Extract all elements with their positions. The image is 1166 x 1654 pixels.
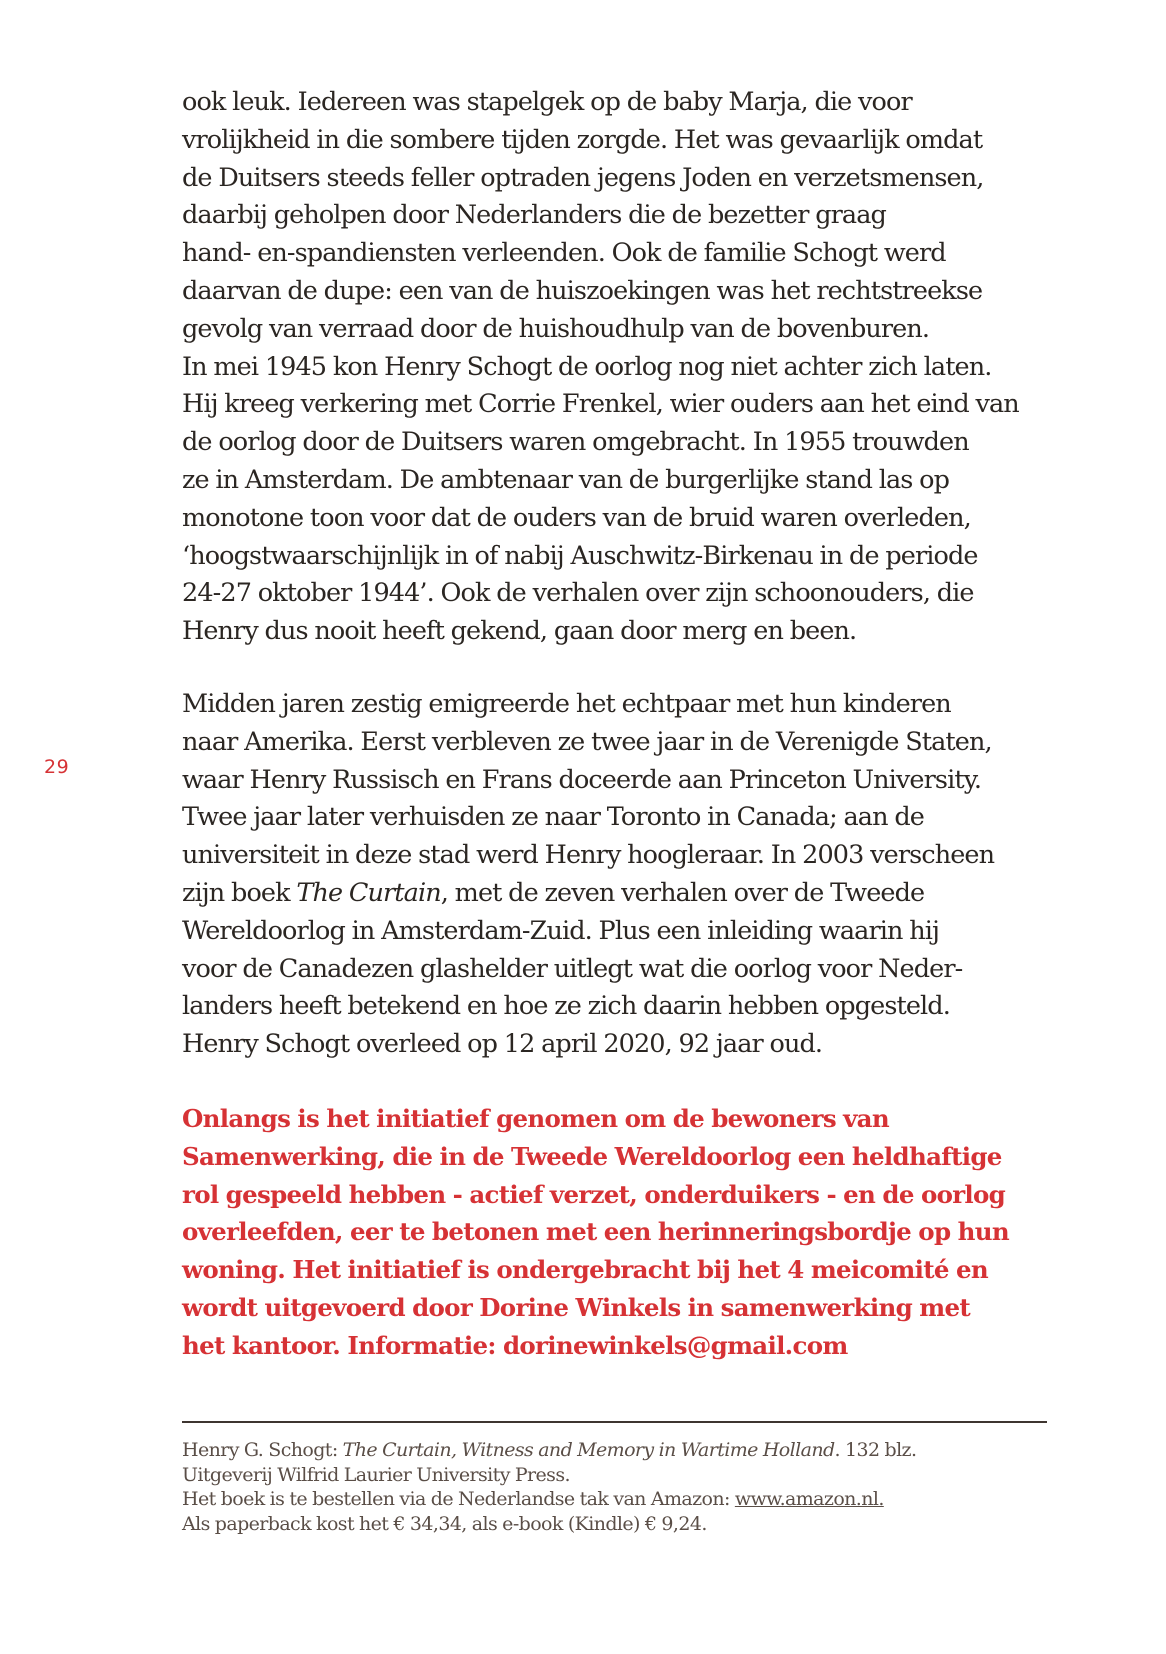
text-fragment: zijn boek [182,877,297,908]
text-line: naar Amerika. Eerst verbleven ze twee jaar in de Verenigde Staten, [182,726,992,757]
footnote-citation [182,1438,1062,1463]
text-line: de oorlog door de Duitsers waren omgebracht. In 1955 trouwden [182,427,969,458]
callout-line: woning. Het initiatief is ondergebracht bij het 4 meicomité en [182,1255,988,1285]
text-line: ook leuk. Iedereen was stapelgek op de baby Marja, die voor [182,87,912,117]
amazon-link[interactable]: www.amazon.nl. [734,1488,884,1511]
footnote-publisher: Uitgeverij Wilfrid Laurier University Press. [182,1463,570,1486]
footnote-pages: . 132 blz. [834,1439,917,1461]
book-title: The Curtain [296,877,441,908]
paragraph-2 [182,686,1062,1064]
text-line: daarvan de dupe: een van de huiszoekingen was het rechtstreekse [182,275,983,306]
text-line-book [182,875,1062,913]
callout-line: overleefden, eer te betonen met een herinneringsbordje op hun [182,1217,1009,1247]
text-line: de Duitsers steeds feller optraden jegens Joden en verzetsmensen, [182,162,984,193]
text-line: hand- en-spandiensten verleenden. Ook de familie Schogt werd [182,238,946,269]
text-line: 24-27 oktober 1944’. Ook de verhalen over zijn schoonouders, die [182,578,974,609]
text-line: waar Henry Russisch en Frans doceerde aan Princeton University. [182,764,982,795]
text-line: Wereldoorlog in Amsterdam-Zuid. Plus een inleiding waarin hij [182,915,940,946]
footnote-book-title: The Curtain, Witness and Memory in Wartime Holland [342,1439,835,1461]
text-line: Hij kreeg verkering met Corrie Frenkel, wier ouders aan het eind van [182,389,1019,420]
callout-line: wordt uitgevoerd door Dorine Winkels in samenwerking met [182,1292,970,1322]
footnote-prices: Als paperback kost het € 34,34, als e-book (Kindle) € 9,24. [182,1512,707,1535]
text-line: daarbij geholpen door Nederlanders die de bezetter graag [182,200,886,231]
text-fragment: , met de zeven verhalen over de Tweede [440,877,925,908]
text-line: universiteit in deze stad werd Henry hoogleraar. In 2003 verscheen [182,840,995,871]
callout-line: het kantoor. Informatie: dorinewinkels@gmail.com [182,1330,848,1360]
text-line: In mei 1945 kon Henry Schogt de oorlog nog niet achter zich laten. [182,351,992,382]
text-line: ‘hoogstwaarschijnlijk in of nabij Auschwitz-Birkenau in de periode [182,540,978,571]
text-line: ze in Amsterdam. De ambtenaar van de burgerlijke stand las op [182,464,950,495]
footnote-divider [182,1421,1047,1423]
text-line: vrolijkheid in die sombere tijden zorgde. Het was gevaarlijk omdat [182,124,983,155]
text-line: Henry dus nooit heeft gekend, gaan door merg en been. [182,616,857,647]
callout-line: Samenwerking, die in de Tweede Wereldoorlog een heldhaftige [182,1141,1002,1171]
text-line: monotone toon voor dat de ouders van de bruid waren overleden, [182,502,971,533]
page-number: 29 [44,756,70,778]
callout-line: Onlangs is het initiatief genomen om de bewoners van [182,1104,889,1133]
footnote-order-text: Het boek is te bestellen via de Nederlandse tak van Amazon: [182,1488,735,1511]
footnote-order [182,1487,1062,1512]
callout-paragraph [182,1100,1062,1365]
text-line: voor de Canadezen glashelder uitlegt wat die oorlog voor Neder- [182,953,963,984]
footnote-author: Henry G. Schogt: [182,1439,343,1461]
text-line: gevolg van verraad door de huishoudhulp van de bovenburen. [182,313,930,344]
paragraph-1 [182,84,1062,651]
text-line: Midden jaren zestig emigreerde het echtpaar met hun kinderen [182,689,951,719]
text-line: landers heeft betekend en hoe ze zich daarin hebben opgesteld. [182,991,950,1022]
footnote [182,1438,1062,1536]
text-line: Twee jaar later verhuisden ze naar Toronto in Canada; aan de [182,802,924,833]
text-line: Henry Schogt overleed op 12 april 2020, 92 jaar oud. [182,1029,823,1060]
callout-line: rol gespeeld hebben - actief verzet, onderduikers - en de oorlog [182,1179,1006,1209]
